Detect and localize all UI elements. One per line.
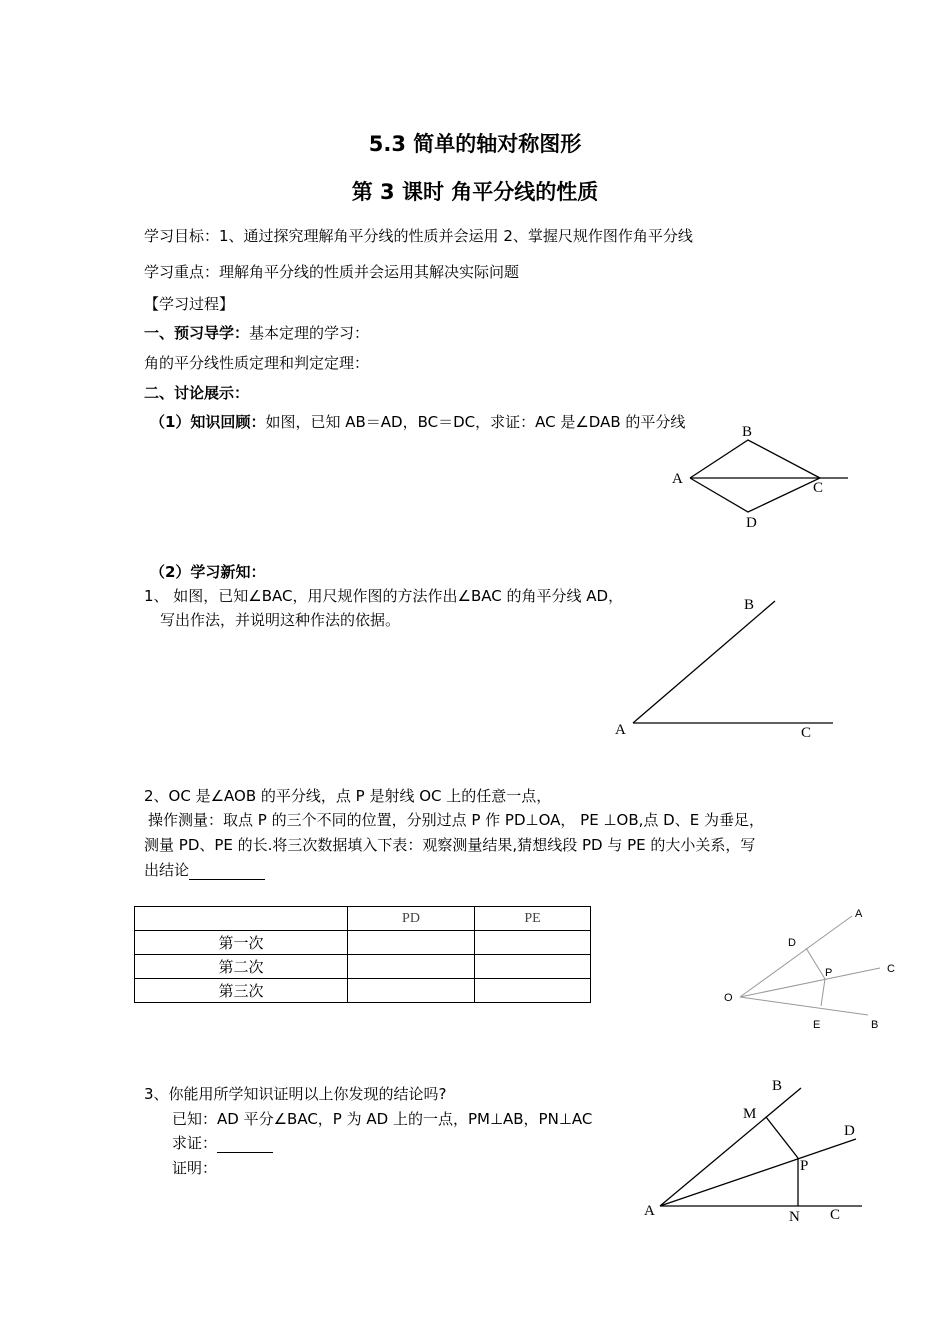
- lesson-subtitle: 第 3 课时 角平分线的性质: [351, 180, 599, 204]
- label-b: B: [871, 1019, 879, 1031]
- quadrilateral-outline: [690, 440, 820, 512]
- label-a: A: [615, 722, 626, 738]
- table-row: [135, 979, 591, 1003]
- ray-ad: [660, 1139, 856, 1206]
- row-label: 第二次: [135, 955, 348, 979]
- page-title: 5.3 简单的轴对称图形: [368, 132, 582, 156]
- label-m: M: [743, 1106, 757, 1122]
- q1-line1: 1、 如图，已知∠BAC，用尺规作图的方法作出∠BAC 的角平分线 AD，: [144, 587, 624, 605]
- q2-line2: 操作测量：取点 P 的三个不同的位置，分别过点 P 作 PD⊥OA， PE ⊥OB,点 D、E 为垂足，: [148, 811, 764, 829]
- part1-text: 基本定理的学习：: [249, 324, 370, 342]
- q2-line4: [144, 860, 265, 880]
- learning-goals-label: 学习目标：: [144, 227, 220, 245]
- q2-line3: 测量 PD、PE 的长.将三次数据填入下表：观察测量结果,猜想线段 PD 与 PE 的大小关系，写: [144, 836, 756, 854]
- label-p: P: [825, 967, 833, 979]
- label-c: C: [813, 480, 824, 496]
- row-label: 第三次: [135, 979, 348, 1003]
- q2-line4-text: 出结论: [144, 861, 190, 879]
- table-row: [135, 931, 591, 955]
- figure-bisector-perpendiculars: [635, 1072, 875, 1232]
- table-header-pe: PE: [475, 907, 591, 931]
- ray-oc: [740, 968, 880, 997]
- label-d: D: [746, 515, 757, 531]
- segment-pe: [821, 979, 825, 1006]
- learning-focus-label: 学习重点：: [144, 263, 220, 281]
- measurement-table: [134, 906, 591, 1003]
- label-e: E: [813, 1019, 821, 1031]
- prove-label: 求证：: [172, 1134, 218, 1152]
- q1-line2: 写出作法，并说明这种作法的依据。: [160, 611, 401, 629]
- table-header-pd: PD: [348, 907, 475, 931]
- row-label: 第一次: [135, 931, 348, 955]
- part1-label: 一、预习导学：: [144, 324, 250, 342]
- segment-pm: [766, 1117, 798, 1158]
- label-b: B: [742, 424, 753, 440]
- pd-cell[interactable]: [348, 955, 475, 979]
- label-a: A: [672, 471, 683, 487]
- new-knowledge-heading: （2）学习新知：: [150, 563, 266, 581]
- learning-goals-text: 1、通过探究理解角平分线的性质并会运用 2、掌握尺规作图作角平分线: [219, 227, 693, 245]
- label-o: O: [724, 992, 733, 1004]
- label-a: A: [644, 1203, 655, 1219]
- review-label: （1）知识回顾：: [150, 413, 266, 431]
- q3-line1: 3、你能用所学知识证明以上你发现的结论吗?: [144, 1085, 447, 1103]
- q3-proof-label: 证明：: [172, 1159, 218, 1177]
- review-question: [150, 412, 685, 432]
- pe-cell[interactable]: [475, 979, 591, 1003]
- ray-oa: [740, 916, 852, 997]
- learning-goals: [144, 226, 693, 246]
- part2-heading: 二、讨论展示：: [144, 384, 250, 402]
- label-b: B: [772, 1078, 783, 1094]
- label-c: C: [887, 963, 895, 975]
- figure-quadrilateral-abcd: [660, 420, 860, 535]
- table-header-row: [135, 907, 591, 931]
- learning-focus-text: 理解角平分线的性质并会运用其解决实际问题: [219, 263, 520, 281]
- ray-ab: [660, 1088, 801, 1206]
- process-header: 【学习过程】: [144, 295, 235, 313]
- table-row: [135, 955, 591, 979]
- label-p: P: [800, 1158, 809, 1174]
- q3-given: 已知：AD 平分∠BAC，P 为 AD 上的一点，PM⊥AB，PN⊥AC: [172, 1110, 593, 1128]
- ray-ab: [633, 601, 775, 723]
- prove-blank[interactable]: [217, 1136, 273, 1153]
- review-text: 如图，已知 AB＝AD，BC＝DC，求证：AC 是∠DAB 的平分线: [265, 413, 686, 431]
- q3-prove: [172, 1133, 273, 1153]
- label-n: N: [789, 1209, 800, 1225]
- q2-line1: 2、OC 是∠AOB 的平分线，点 P 是射线 OC 上的任意一点，: [144, 787, 552, 805]
- conclusion-blank[interactable]: [189, 863, 265, 880]
- pe-cell[interactable]: [475, 955, 591, 979]
- learning-focus: [144, 262, 519, 282]
- pd-cell[interactable]: [348, 979, 475, 1003]
- theorem-line: 角的平分线性质定理和判定定理：: [144, 354, 370, 372]
- pe-cell[interactable]: [475, 931, 591, 955]
- label-b: B: [744, 597, 755, 613]
- label-d: D: [844, 1123, 855, 1139]
- figure-angle-aob-bisector: [715, 900, 915, 1035]
- label-c: C: [830, 1207, 841, 1223]
- pd-cell[interactable]: [348, 931, 475, 955]
- label-a: A: [855, 908, 863, 920]
- label-d: D: [788, 937, 796, 949]
- label-c: C: [801, 725, 812, 741]
- table-header-cell: [135, 907, 348, 931]
- ray-ob: [740, 997, 868, 1015]
- segment-pd: [806, 948, 825, 979]
- part1-heading: [144, 323, 369, 343]
- figure-angle-bac: [605, 590, 845, 745]
